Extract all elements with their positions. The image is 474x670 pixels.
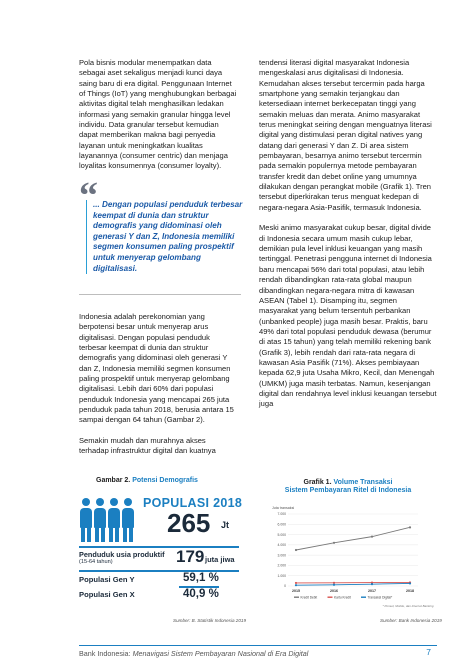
y-tick-label: 4.000 xyxy=(277,543,286,548)
quote-line: ... Dengan populasi penduduk xyxy=(93,200,209,209)
data-point xyxy=(333,542,335,544)
left-column xyxy=(79,58,237,182)
divider-line xyxy=(79,546,239,548)
footer-title: Menavigasi Sistem Pembayaran Nasional di Era Digital xyxy=(132,649,309,658)
gen-x-label: Populasi Gen X xyxy=(79,590,135,599)
legend-swatch xyxy=(361,597,366,598)
gen-y-value: 59,1 % xyxy=(183,572,219,584)
left-paragraph-3: Semakin mudah dan murahnya akses terhadap infrastruktur digital dan kuatnya xyxy=(79,436,216,456)
quote-line: menyerap gelombang digitalisasi. xyxy=(93,252,201,273)
legend-swatch xyxy=(294,597,299,598)
person-icon xyxy=(79,498,92,542)
legend-swatch xyxy=(328,597,333,598)
figure-2-prefix: Gambar 2. xyxy=(96,477,131,484)
figure-2-main-title: Potensi Demografis xyxy=(132,477,198,484)
quote-line: Z, Indonesia memiliki segmen xyxy=(93,231,235,252)
y-tick-label: 3.000 xyxy=(277,553,286,558)
productive-age-range: (15-64 tahun) xyxy=(79,559,113,565)
right-column xyxy=(259,58,437,420)
legend-label: Kredit Debit xyxy=(300,595,318,600)
productive-age-unit: juta jiwa xyxy=(205,555,235,564)
data-point xyxy=(295,582,297,584)
line-chart xyxy=(258,498,438,613)
left-paragraph-1: Pola bisnis modular menempatkan data sebagai aset sekaligus menjadi kunci daya saing baru di era digital. Penggunaan Internet of Things (IoT) yang menghubungkan berbagai aktivitas digital telah menghasilkan ledakan informasi yang semakin granular hingga level individu. Data granular tersebut kemudian dapat memberikan makna bagi penyedia layanan untuk meningkatkan kualitas layanannya (consumer centric) dan menjaga loyalitas konsumennya (consumer loyalty). xyxy=(79,58,237,171)
quote-text xyxy=(86,200,243,274)
population-unit: Jt xyxy=(221,520,230,530)
footer-org: Bank Indonesia: xyxy=(79,649,131,658)
y-tick-label: 7.000 xyxy=(277,512,286,517)
x-tick-label: 2017 xyxy=(368,589,376,593)
right-paragraph-2: Meski animo masyarakat cukup besar, digital divide di Indonesia secara umum masih cukup lebar, demikian pula level inklusi keuangan yang masih tertinggal. Penetrasi pengguna internet di Indonesia baru mencapai 56% dari total populasi, atau lebih rendah dibandingkan rata-rata global maupun dibandingkan negara-negara mitra di kawasan ASEAN (Tabel 1). Disamping itu, segmen masyarakat yang belum tersentuh perbankan (unbanked people) juga masih besar. Praktis, baru 49% dari total populasi penduduk dewasa (berumur di atas 15 tahun) yang telah memiliki rekening bank (Grafik 3), lebih rendah dari rata-rata negara di kawasan Asia Pasifik (71%). Akses pembiayaan kepada 62,9 juta Usaha Mikro, Kecil, dan Menengah (UMKM) juga masih terbatas. Namun, kesenjangan digital dan rendahnya level inklusi keuangan tersebut juga xyxy=(259,223,437,409)
quote-line: terbesar keempat di dunia xyxy=(93,200,243,220)
y-tick-label: 2.000 xyxy=(277,563,286,568)
y-tick-label: 6.000 xyxy=(277,522,286,527)
figure-1-source: Sumber: Bank Indonesia 2019 xyxy=(380,618,442,623)
x-tick-label: 2018 xyxy=(406,589,414,593)
quote-mark: “ xyxy=(79,175,98,217)
quote-line: dan struktur demografis yang xyxy=(93,210,209,231)
legend-label: Transaksi Digital* xyxy=(367,595,393,600)
page-number: 7 xyxy=(426,647,431,657)
quote-divider xyxy=(79,294,241,295)
figure-2-title xyxy=(96,477,198,484)
footer xyxy=(79,649,308,658)
chart-note: * Ponsel, Mobile, dan Internet Banking xyxy=(382,604,434,608)
chart-title-prefix: Grafik 1. xyxy=(303,479,332,486)
chart-title xyxy=(273,479,423,496)
gen-y-label: Populasi Gen Y xyxy=(79,575,135,584)
chart-title-line-2: Sistem Pembayaran Ritel di Indonesia xyxy=(284,487,412,495)
quote-line: konsumen paling prospektif untuk xyxy=(93,242,234,262)
left-column-lower xyxy=(79,312,237,467)
person-icon xyxy=(121,498,134,542)
person-icon xyxy=(93,498,106,542)
data-point xyxy=(409,582,411,584)
y-tick-label: 0 xyxy=(284,584,286,589)
data-point xyxy=(333,582,335,584)
series-line xyxy=(296,583,410,585)
legend-label: Kartu Kredit xyxy=(334,595,351,600)
data-point xyxy=(333,584,335,586)
data-point xyxy=(409,526,411,528)
x-tick-label: 2016 xyxy=(330,589,338,593)
population-value: 265 xyxy=(167,508,211,538)
figure-2-source: Sumber: B. Statistik Indonesia 2019 xyxy=(173,618,247,623)
data-point xyxy=(295,549,297,551)
y-axis-label: Juta transaksi xyxy=(272,506,295,510)
demography-infographic xyxy=(79,486,243,614)
series-line xyxy=(296,527,410,550)
person-icon xyxy=(107,498,120,542)
data-point xyxy=(295,584,297,586)
quote-line: didominasi oleh generasi Y dan xyxy=(93,221,222,241)
y-tick-label: 5.000 xyxy=(277,532,286,537)
productive-age-label: Penduduk usia produktif xyxy=(79,550,165,559)
right-paragraph-1: tendensi literasi digital masyarakat Indonesia mengeskalasi arus digitalisasi di Indonesia. Kemudahan akses tersebut tercermin pada harga smartphone yang semakin terjangkau dan ketersediaan internet berkecepatan tinggi yang semakin meluas dan merata. Animo masyarakat terus meningkat seiring dengan menguatnya literasi digital yang distimulasi peran digital natives yang datang dari generasi Y dan Z. Di area sistem pembayaran, besarnya animo tersebut tercermin pada semakin populernya metode pembayaran transfer kredit dan debet online yang umumnya dilakukan dengan perangkat mobile (Grafik 1). Tren tersebut diperkirakan terus menguat kedepan di negara-negara Asia-Pasifik, termasuk Indonesia. xyxy=(259,58,432,212)
y-tick-label: 1.000 xyxy=(277,573,286,578)
x-tick-label: 2015 xyxy=(292,589,300,593)
productive-age-value: 179 xyxy=(176,547,205,566)
left-paragraph-2: Indonesia adalah perekonomian yang berpotensi besar untuk menyerap arus digitalisasi. Dengan populasi penduduk terbesar keempat di dunia dan struktur demografis yang didominasi oleh generasi Y dan Z, Indonesia memiliki segmen konsumen paling prospektif untuk menyerap gelombang digitalisasi. Lebih dari 60% dari populasi penduduk Indonesia yang mencapai 265 juta penduduk pada tahun 2018, berusia antara 15 sampai dengan 64 tahun (Gambar 2). xyxy=(79,312,234,425)
data-point xyxy=(371,536,373,538)
gen-x-value: 40,9 % xyxy=(183,588,219,600)
footer-rule xyxy=(79,645,437,646)
chart-title-line-1: Volume Transaksi xyxy=(333,479,393,486)
people-icon-group xyxy=(79,498,139,542)
population-label: POPULASI 2018 xyxy=(143,496,243,510)
data-point xyxy=(371,583,373,585)
